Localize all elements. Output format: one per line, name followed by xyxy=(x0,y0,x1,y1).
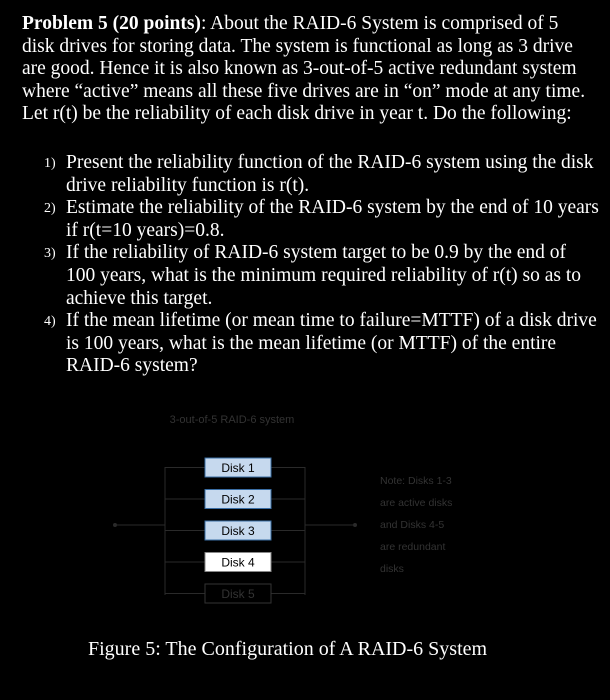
disk-label: Disk 1 xyxy=(221,461,255,475)
disk-label: Disk 3 xyxy=(221,524,255,538)
task-number: 3) xyxy=(44,246,56,262)
disk-group xyxy=(165,458,305,603)
diagram-title: 3-out-of-5 RAID-6 system xyxy=(169,414,295,426)
disk-label: Disk 4 xyxy=(221,555,255,570)
task-text: Present the reliability function of the RAID-6 system using the disk drive reliability function is r(t). xyxy=(66,152,594,196)
note-line: and Disks 4-5 xyxy=(380,519,445,531)
problem-statement xyxy=(22,13,590,126)
note-text xyxy=(380,475,455,575)
task-text: If the mean lifetime (or mean time to failure=MTTF) of a disk drive is 100 years, what is the mean lifetime (or MTTF) of the entire RAID-6 system? xyxy=(66,310,597,377)
task-text: Estimate the reliability of the RAID-6 system by the end of 10 years if r(t=10 years)=0.8. xyxy=(66,197,599,241)
note-line: are redundant xyxy=(380,541,446,553)
raid-diagram xyxy=(0,400,610,630)
task-item xyxy=(44,197,599,242)
task-item xyxy=(44,310,599,378)
output-node xyxy=(353,523,357,527)
problem-intro: : About the RAID-6 System is comprised of 5 disk drives for storing data. The system is functional as long as 3 drive are good. Hence it is also known as 3-out-of-5 active redundant system where “active” means all these five drives are in “on” mode at any time. Let r(t) be the reliability of each disk drive in year t. Do the following: xyxy=(22,13,586,125)
task-number: 4) xyxy=(44,314,56,330)
task-item xyxy=(44,242,599,310)
task-item xyxy=(44,152,599,197)
task-number: 1) xyxy=(44,156,56,171)
input-node xyxy=(113,523,117,527)
problem-heading: Problem 5 (20 points) xyxy=(22,13,201,34)
disk-label: Disk 2 xyxy=(221,492,255,507)
task-number: 2) xyxy=(44,201,56,217)
note-line: Note: Disks 1-3 xyxy=(380,475,452,487)
note-line: are active disks xyxy=(380,497,453,509)
figure-caption: Figure 5: The Configuration of A RAID-6 System xyxy=(88,638,488,660)
disk-label: Disk 5 xyxy=(221,587,255,601)
task-list xyxy=(44,152,599,378)
note-line: disks xyxy=(380,563,404,575)
raid-figure xyxy=(0,400,610,700)
task-text: If the reliability of RAID-6 system target to be 0.9 by the end of 100 years, what is the minimum required reliability of r(t) so as to achieve this target. xyxy=(66,242,582,309)
